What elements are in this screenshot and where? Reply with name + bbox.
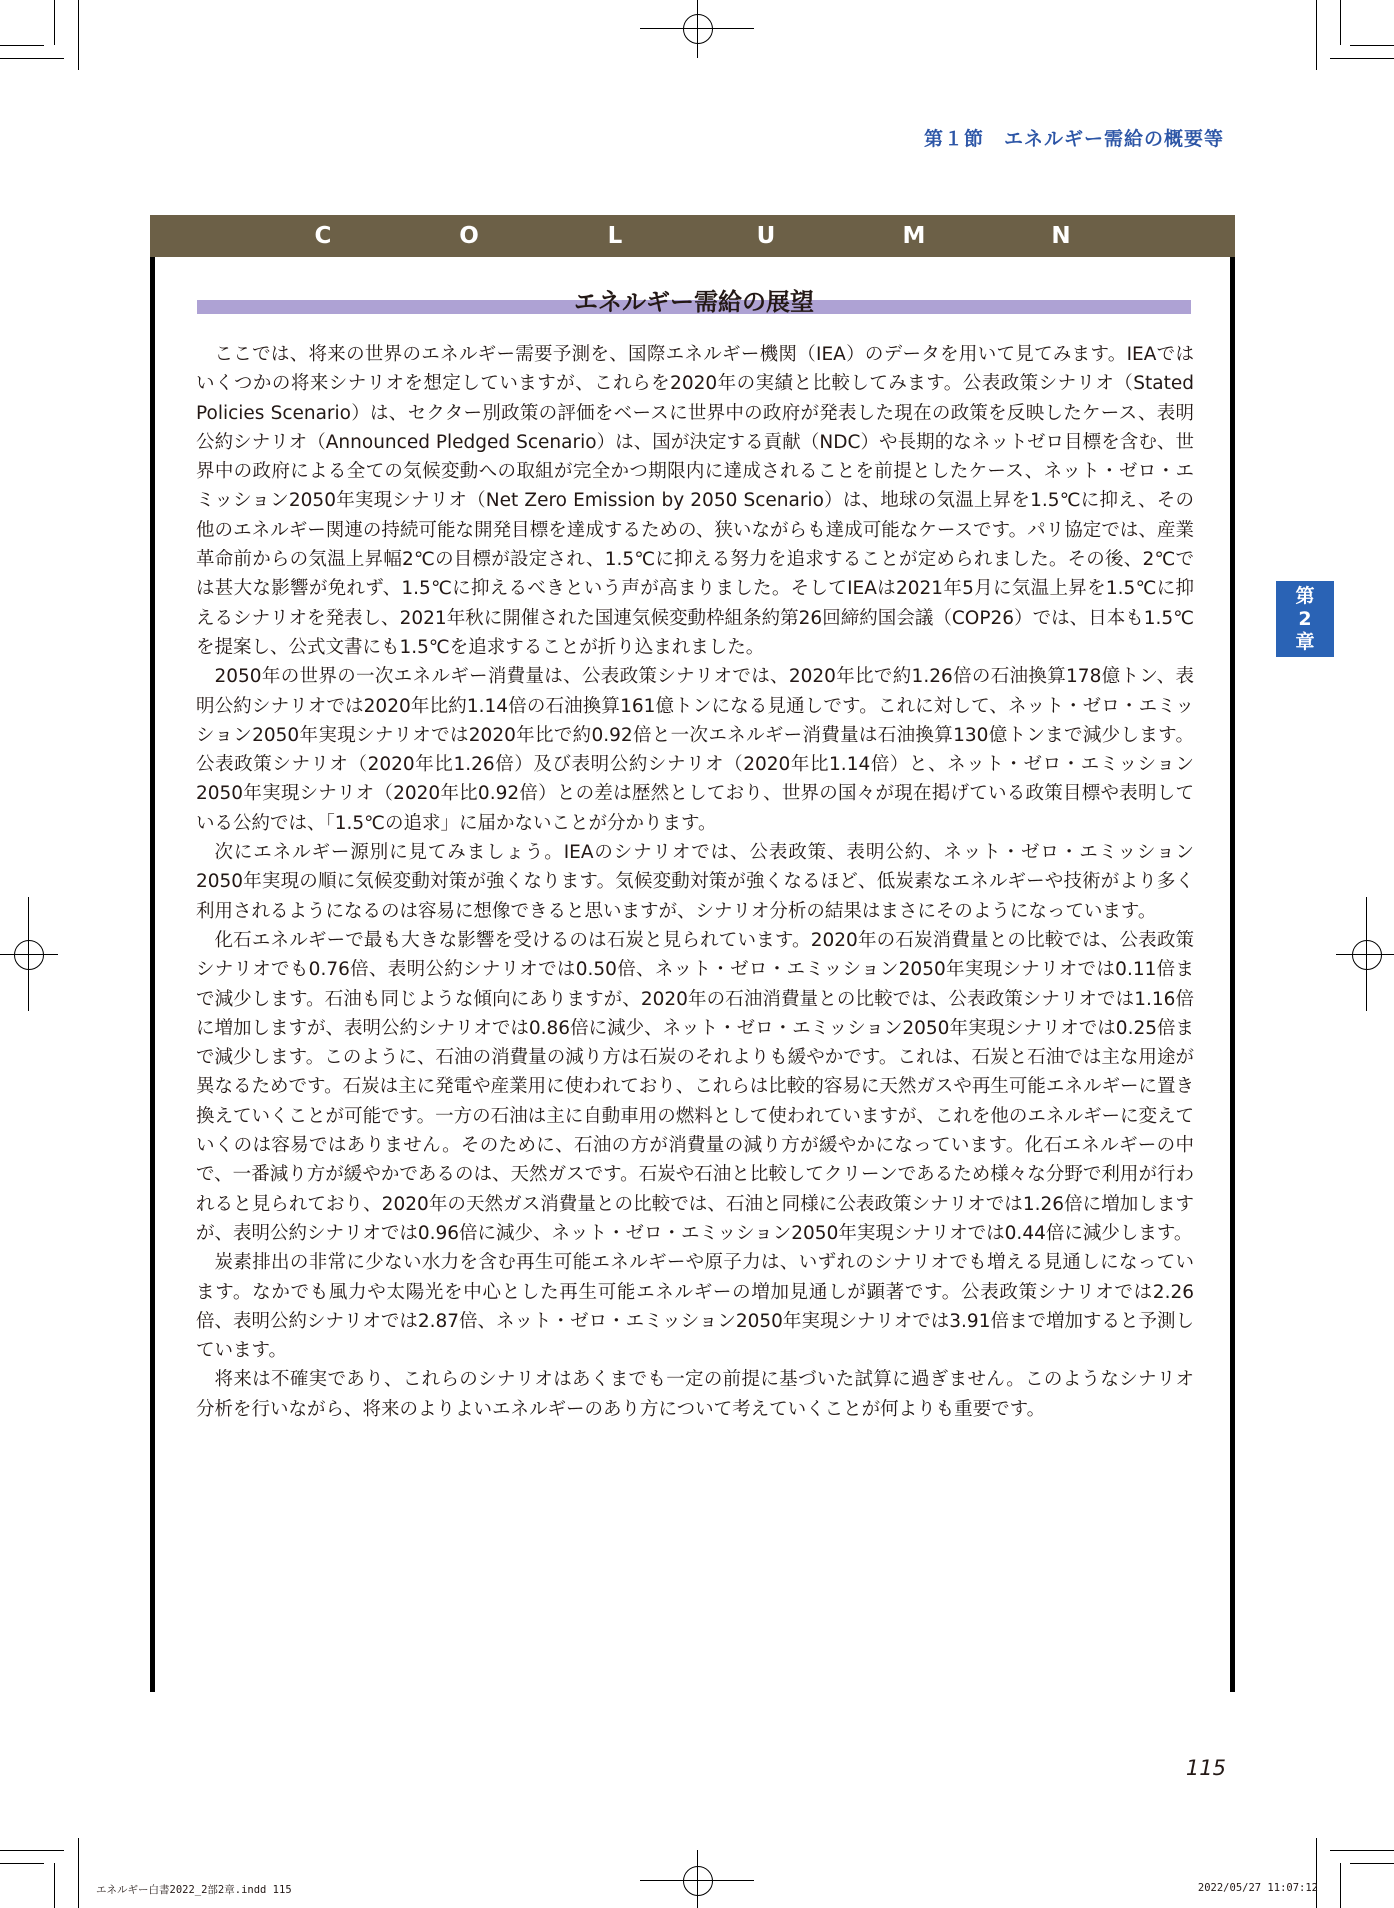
column-header: [150, 215, 1235, 257]
column-letter: N: [1051, 223, 1071, 249]
column-letter: U: [756, 223, 776, 249]
crop-mark: [1350, 1863, 1394, 1864]
registration-mark: [1352, 940, 1382, 970]
column-body: [196, 340, 1194, 1424]
crop-mark: [0, 58, 64, 59]
chapter-tab-number: 2: [1298, 608, 1312, 630]
crop-mark: [78, 1838, 79, 1908]
column-letter: O: [459, 223, 479, 249]
paragraph: 次にエネルギー源別に見てみましょう。IEAのシナリオでは、公表政策、表明公約、ネット・ゼロ・エミッション2050年実現の順に気候変動対策が強くなります。気候変動対策が強くなるほど、低炭素なエネルギーや技術がより多く利用されるようになるのは容易に想像できると思いますが、シナリオ分析の結果はまさにそのようになっています。: [196, 842, 1194, 922]
column-letter: L: [607, 223, 623, 249]
paragraph: 将来は不確実であり、これらのシナリオはあくまでも一定の前提に基づいた試算に過ぎません。このようなシナリオ分析を行いながら、将来のよりよいエネルギーのあり方について考えていくことが何よりも重要です。: [196, 1369, 1194, 1420]
crop-mark: [1340, 0, 1341, 45]
crop-mark: [54, 1863, 55, 1908]
paragraph: 2050年の世界の一次エネルギー消費量は、公表政策シナリオでは、2020年比で約1.26倍の石油換算178億トン、表明公約シナリオでは2020年比約1.14倍の石油換算161億トンになる見通しです。これに対して、ネット・ゼロ・エミッション2050年実現シナリオでは2020年比で約0.92倍と一次エネルギー消費量は石油換算130億トンまで減少します。公表政策シナリオ（2020年比1.26倍）及び表明公約シナリオ（2020年比1.14倍）と、ネット・ゼロ・エミッション2050年実現シナリオ（2020年比0.92倍）との差は歴然としており、世界の国々が現在掲げている政策目標や表明している公約では、「1.5℃の追求」に届かないことが分かります。: [196, 666, 1194, 834]
column-letter: C: [314, 223, 332, 249]
crop-mark: [1340, 1863, 1341, 1908]
running-head: 第１節 エネルギー需給の概要等: [923, 128, 1224, 150]
slug-timestamp: 2022/05/27 11:07:12: [1197, 1882, 1318, 1894]
paragraph: 化石エネルギーで最も大きな影響を受けるのは石炭と見られています。2020年の石炭消費量との比較では、公表政策シナリオでも0.76倍、表明公約シナリオでは0.50倍、ネット・ゼロ・エミッション2050年実現シナリオでは0.11倍まで減少します。石油も同じような傾向にありますが、2020年の石油消費量との比較では、公表政策シナリオでは1.16倍に増加しますが、表明公約シナリオでは0.86倍に減少、ネット・ゼロ・エミッション2050年実現シナリオでは0.25倍まで減少します。このように、石油の消費量の減り方は石炭のそれよりも緩やかです。これは、石炭と石油では主な用途が異なるためです。石炭は主に発電や産業用に使われており、これらは比較的容易に天然ガスや再生可能エネルギーに置き換えていくことが可能です。一方の石油は主に自動車用の燃料として使われていますが、これを他のエネルギーに変えていくのは容易ではありません。そのために、石油の方が消費量の減り方が緩やかになっています。化石エネルギーの中で、一番減り方が緩やかであるのは、天然ガスです。石炭や石油と比較してクリーンであるため様々な分野で利用が行われると見られており、2020年の天然ガス消費量との比較では、石油と同様に公表政策シナリオでは1.26倍に増加しますが、表明公約シナリオでは0.96倍に減少、ネット・ゼロ・エミッション2050年実現シナリオでは0.44倍に減少します。: [196, 929, 1194, 1244]
chapter-tab-line: 章: [1295, 631, 1315, 653]
paragraph: 炭素排出の非常に少ない水力を含む再生可能エネルギーや原子力は、いずれのシナリオでも増える見通しになっています。なかでも風力や太陽光を中心とした再生可能エネルギーの増加見通しが顕著です。公表政策シナリオでは2.26倍、表明公約シナリオでは2.87倍、ネット・ゼロ・エミッション2050年実現シナリオでは3.91倍まで増加すると予測しています。: [196, 1252, 1194, 1362]
crop-mark: [78, 0, 79, 70]
registration-mark: [14, 940, 44, 970]
column-letter: M: [902, 223, 926, 249]
registration-mark: [683, 14, 713, 44]
chapter-tab-line: 第: [1295, 585, 1315, 607]
slug-file-info: エネルギー白書2022_2部2章.indd 115: [96, 1884, 292, 1896]
crop-mark: [54, 0, 55, 45]
column-title: エネルギー需給の展望: [574, 288, 814, 316]
crop-mark: [0, 1850, 64, 1851]
crop-mark: [1316, 0, 1317, 70]
paragraph: ここでは、将来の世界のエネルギー需要予測を、国際エネルギー機関（IEA）のデータを用いて見てみます。IEAではいくつかの将来シナリオを想定していますが、これらを2020年の実績と比較してみます。公表政策シナリオ（Stated Policies Scenario）は、セクター別政策の評価をベースに世界中の政府が発表した現在の政策を反映したケース、表明公約シナリオ（Announced Pledged Scenario）は、国が決定する貢献（NDC）や長期的なネットゼロ目標を含む、世界中の政府による全ての気候変動への取組が完全かつ期限内に達成されることを前提としたケース、ネット・ゼロ・エミッション2050年実現シナリオ（Net Zero Emission by 2050 Scenario）は、地球の気温上昇を1.5℃に抑え、その他のエネルギー関連の持続可能な開発目標を達成するための、狭いながらも達成可能なケースです。パリ協定では、産業革命前からの気温上昇幅2℃の目標が設定され、1.5℃に抑える努力を追求することが定められました。その後、2℃では甚大な影響が免れず、1.5℃に抑えるべきという声が高まりました。そしてIEAは2021年5月に気温上昇を1.5℃に抑えるシナリオを発表し、2021年秋に開催された国連気候変動枠組条約第26回締約国会議（COP26）では、日本も1.5℃を提案し、公式文書にも1.5℃を追求することが折り込まれました。: [196, 344, 1194, 658]
page-number: 115: [1185, 1756, 1226, 1780]
crop-mark: [1316, 1838, 1317, 1908]
crop-mark: [1330, 58, 1394, 59]
chapter-tab: [1276, 581, 1334, 657]
crop-mark: [1350, 45, 1394, 46]
crop-mark: [0, 45, 44, 46]
registration-mark: [683, 1866, 713, 1896]
crop-mark: [0, 1863, 44, 1864]
crop-mark: [1330, 1850, 1394, 1851]
